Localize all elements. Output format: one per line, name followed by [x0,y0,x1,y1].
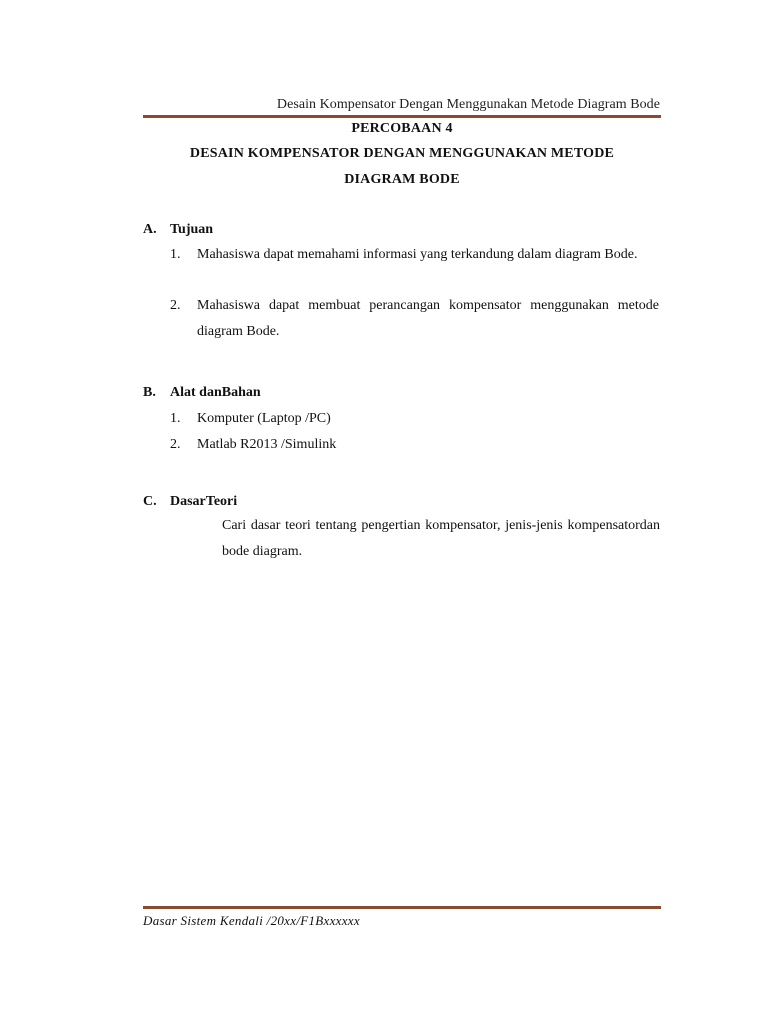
list-item-text: Matlab R2013 /Simulink [197,437,337,452]
section-c-letter: C. [143,494,157,509]
section-b-letter: B. [143,385,156,400]
list-item-text: Komputer (Laptop /PC) [197,411,331,426]
running-footer: Dasar Sistem Kendali /20xx/F1Bxxxxxx [143,913,360,928]
theory-paragraph: Cari dasar teori tentang pengertian kompensator, jenis-jenis kompensatordan bode diagram. [222,518,660,559]
list-item-number: 1. [170,411,181,426]
running-header: Desain Kompensator Dengan Menggunakan Metode Diagram Bode [276,97,660,112]
list-item-number: 2. [170,298,181,313]
list-item-text: Mahasiswa dapat memahami informasi yang terkandung dalam diagram Bode. [197,247,638,262]
experiment-number: PERCOBAAN 4 [351,121,453,136]
section-c-heading: DasarTeori [170,494,238,509]
section-b-heading: Alat danBahan [170,385,261,400]
list-item-text: Mahasiswa dapat membuat perancangan kompensator menggunakan metode diagram Bode. [197,298,659,339]
document-title-line-1: DESAIN KOMPENSATOR DENGAN MENGGUNAKAN METODE [189,146,615,161]
footer-rule [143,906,661,909]
list-item-number: 1. [170,247,181,262]
section-a-heading: Tujuan [170,222,214,237]
list-item-number: 2. [170,437,181,452]
header-rule [143,115,661,118]
section-a-letter: A. [143,222,157,237]
document-title-line-2: DIAGRAM BODE [344,172,460,187]
